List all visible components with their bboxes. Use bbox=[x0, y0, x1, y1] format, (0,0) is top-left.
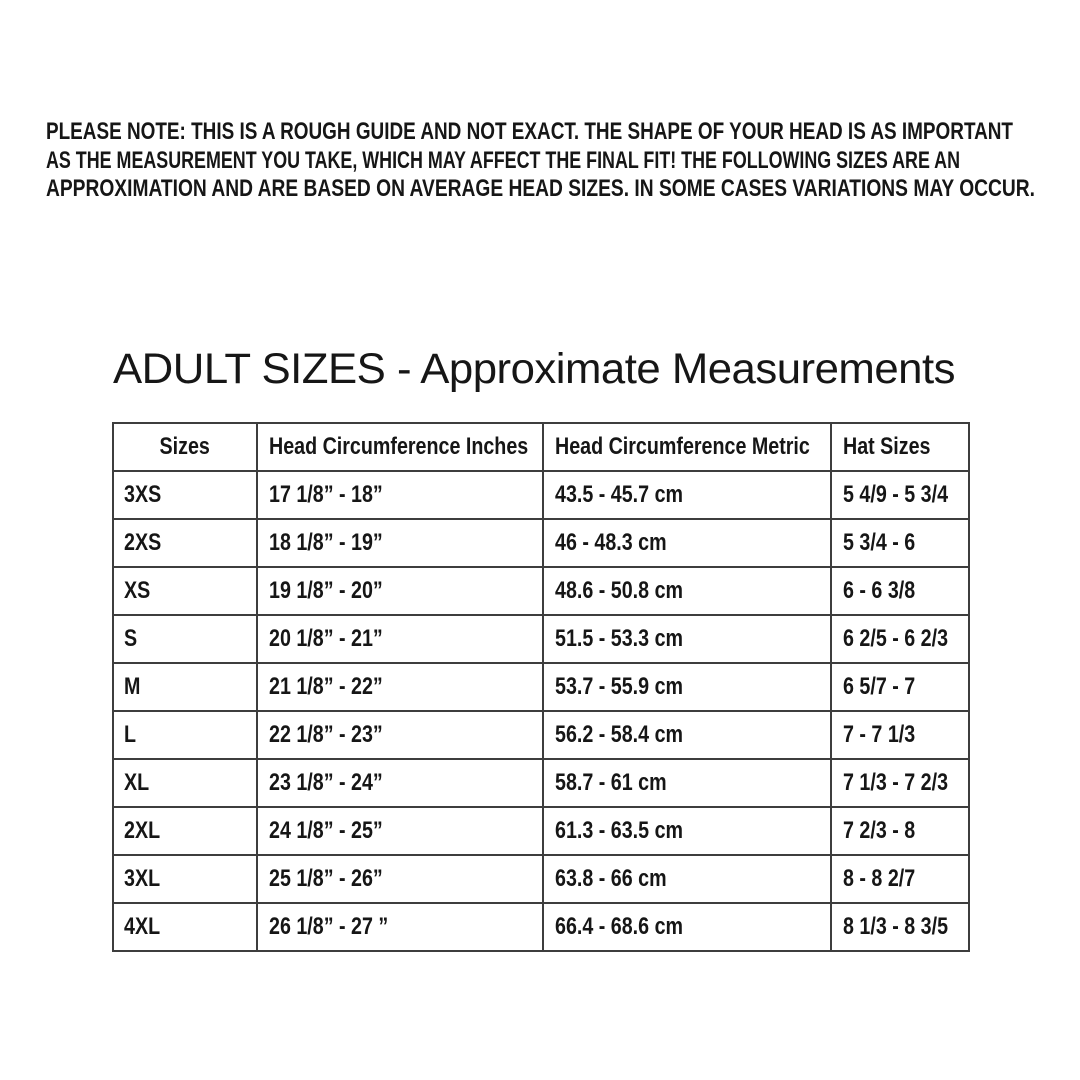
cell-text: 3XS bbox=[124, 481, 162, 508]
cell-text: 19 1/8” - 20” bbox=[269, 577, 383, 604]
cell-metric bbox=[543, 567, 831, 615]
cell-text: 2XL bbox=[124, 817, 161, 844]
cell-text: 23 1/8” - 24” bbox=[269, 769, 383, 796]
cell-hat-size bbox=[831, 855, 969, 903]
cell-text: 18 1/8” - 19” bbox=[269, 529, 383, 556]
cell-hat-size bbox=[831, 663, 969, 711]
cell-inches bbox=[257, 807, 543, 855]
disclaimer-line bbox=[46, 147, 1036, 176]
size-table-body bbox=[113, 471, 969, 951]
column-header-label: Head Circumference Inches bbox=[269, 433, 529, 460]
cell-text: 6 2/5 - 6 2/3 bbox=[843, 625, 949, 652]
header-row bbox=[113, 423, 969, 471]
table-row bbox=[113, 519, 969, 567]
cell-inches bbox=[257, 711, 543, 759]
table-row bbox=[113, 663, 969, 711]
page-title bbox=[113, 341, 973, 397]
column-header-hat-sizes bbox=[831, 423, 969, 471]
cell-size bbox=[113, 663, 257, 711]
cell-metric bbox=[543, 903, 831, 951]
cell-hat-size bbox=[831, 615, 969, 663]
cell-text: 58.7 - 61 cm bbox=[555, 769, 667, 796]
cell-text: L bbox=[124, 721, 137, 748]
cell-text: 43.5 - 45.7 cm bbox=[555, 481, 684, 508]
cell-text: 46 - 48.3 cm bbox=[555, 529, 667, 556]
cell-hat-size bbox=[831, 807, 969, 855]
cell-metric bbox=[543, 663, 831, 711]
table-row bbox=[113, 807, 969, 855]
cell-text: 26 1/8” - 27 ” bbox=[269, 913, 389, 940]
cell-text: 20 1/8” - 21” bbox=[269, 625, 383, 652]
cell-text: 5 4/9 - 5 3/4 bbox=[843, 481, 949, 508]
cell-hat-size bbox=[831, 519, 969, 567]
cell-text: 2XS bbox=[124, 529, 162, 556]
cell-size bbox=[113, 903, 257, 951]
cell-text: 7 1/3 - 7 2/3 bbox=[843, 769, 949, 796]
cell-text: 17 1/8” - 18” bbox=[269, 481, 383, 508]
cell-text: 56.2 - 58.4 cm bbox=[555, 721, 684, 748]
cell-size bbox=[113, 567, 257, 615]
cell-text: 61.3 - 63.5 cm bbox=[555, 817, 684, 844]
cell-text: M bbox=[124, 673, 141, 700]
cell-inches bbox=[257, 663, 543, 711]
cell-text: 25 1/8” - 26” bbox=[269, 865, 383, 892]
cell-inches bbox=[257, 615, 543, 663]
cell-inches bbox=[257, 855, 543, 903]
disclaimer-line-text: AS THE MEASUREMENT YOU TAKE, WHICH MAY AFFECT THE FINAL FIT! THE FOLLOWING SIZES ARE AN bbox=[46, 146, 960, 174]
cell-size bbox=[113, 615, 257, 663]
cell-text: 8 - 8 2/7 bbox=[843, 865, 916, 892]
size-table bbox=[112, 422, 970, 952]
cell-text: 22 1/8” - 23” bbox=[269, 721, 383, 748]
cell-metric bbox=[543, 471, 831, 519]
cell-inches bbox=[257, 519, 543, 567]
table-row bbox=[113, 903, 969, 951]
cell-inches bbox=[257, 567, 543, 615]
cell-size bbox=[113, 855, 257, 903]
cell-text: 7 - 7 1/3 bbox=[843, 721, 916, 748]
cell-text: XS bbox=[124, 577, 151, 604]
cell-text: 3XL bbox=[124, 865, 161, 892]
disclaimer-line-text: APPROXIMATION AND ARE BASED ON AVERAGE HEAD SIZES. IN SOME CASES VARIATIONS MAY OCCUR. bbox=[46, 175, 1035, 203]
cell-text: 7 2/3 - 8 bbox=[843, 817, 916, 844]
page-title-text: ADULT SIZES - Approximate Measurements bbox=[113, 345, 956, 393]
cell-text: 8 1/3 - 8 3/5 bbox=[843, 913, 949, 940]
cell-text: 24 1/8” - 25” bbox=[269, 817, 383, 844]
cell-size bbox=[113, 471, 257, 519]
cell-text: 6 5/7 - 7 bbox=[843, 673, 916, 700]
cell-inches bbox=[257, 903, 543, 951]
column-header-metric bbox=[543, 423, 831, 471]
cell-text: 21 1/8” - 22” bbox=[269, 673, 383, 700]
column-header-label: Hat Sizes bbox=[843, 433, 931, 460]
cell-text: 4XL bbox=[124, 913, 161, 940]
cell-size bbox=[113, 807, 257, 855]
cell-text: S bbox=[124, 625, 138, 652]
table-row bbox=[113, 567, 969, 615]
column-header-sizes bbox=[113, 423, 257, 471]
table-row bbox=[113, 855, 969, 903]
cell-metric bbox=[543, 759, 831, 807]
cell-inches bbox=[257, 471, 543, 519]
cell-metric bbox=[543, 711, 831, 759]
table-row bbox=[113, 615, 969, 663]
disclaimer-line bbox=[46, 175, 1036, 204]
column-header-label: Head Circumference Metric bbox=[555, 433, 810, 460]
cell-hat-size bbox=[831, 567, 969, 615]
cell-text: 5 3/4 - 6 bbox=[843, 529, 916, 556]
table-row bbox=[113, 759, 969, 807]
table-row bbox=[113, 711, 969, 759]
cell-text: 53.7 - 55.9 cm bbox=[555, 673, 684, 700]
cell-hat-size bbox=[831, 759, 969, 807]
cell-text: 48.6 - 50.8 cm bbox=[555, 577, 684, 604]
disclaimer-line bbox=[46, 118, 1036, 147]
cell-hat-size bbox=[831, 471, 969, 519]
cell-text: 66.4 - 68.6 cm bbox=[555, 913, 684, 940]
size-table-header bbox=[113, 423, 969, 471]
table-row bbox=[113, 471, 969, 519]
cell-inches bbox=[257, 759, 543, 807]
cell-size bbox=[113, 711, 257, 759]
cell-text: XL bbox=[124, 769, 150, 796]
cell-size bbox=[113, 759, 257, 807]
cell-text: 6 - 6 3/8 bbox=[843, 577, 916, 604]
cell-text: 63.8 - 66 cm bbox=[555, 865, 667, 892]
cell-text: 51.5 - 53.3 cm bbox=[555, 625, 684, 652]
cell-size bbox=[113, 519, 257, 567]
disclaimer-note bbox=[46, 118, 1036, 204]
column-header-inches bbox=[257, 423, 543, 471]
disclaimer-line-text: PLEASE NOTE: THIS IS A ROUGH GUIDE AND NOT EXACT. THE SHAPE OF YOUR HEAD IS AS IMPORTANT bbox=[46, 118, 1013, 145]
cell-metric bbox=[543, 615, 831, 663]
cell-metric bbox=[543, 807, 831, 855]
cell-metric bbox=[543, 855, 831, 903]
cell-metric bbox=[543, 519, 831, 567]
cell-hat-size bbox=[831, 711, 969, 759]
cell-hat-size bbox=[831, 903, 969, 951]
column-header-label: Sizes bbox=[159, 433, 211, 460]
